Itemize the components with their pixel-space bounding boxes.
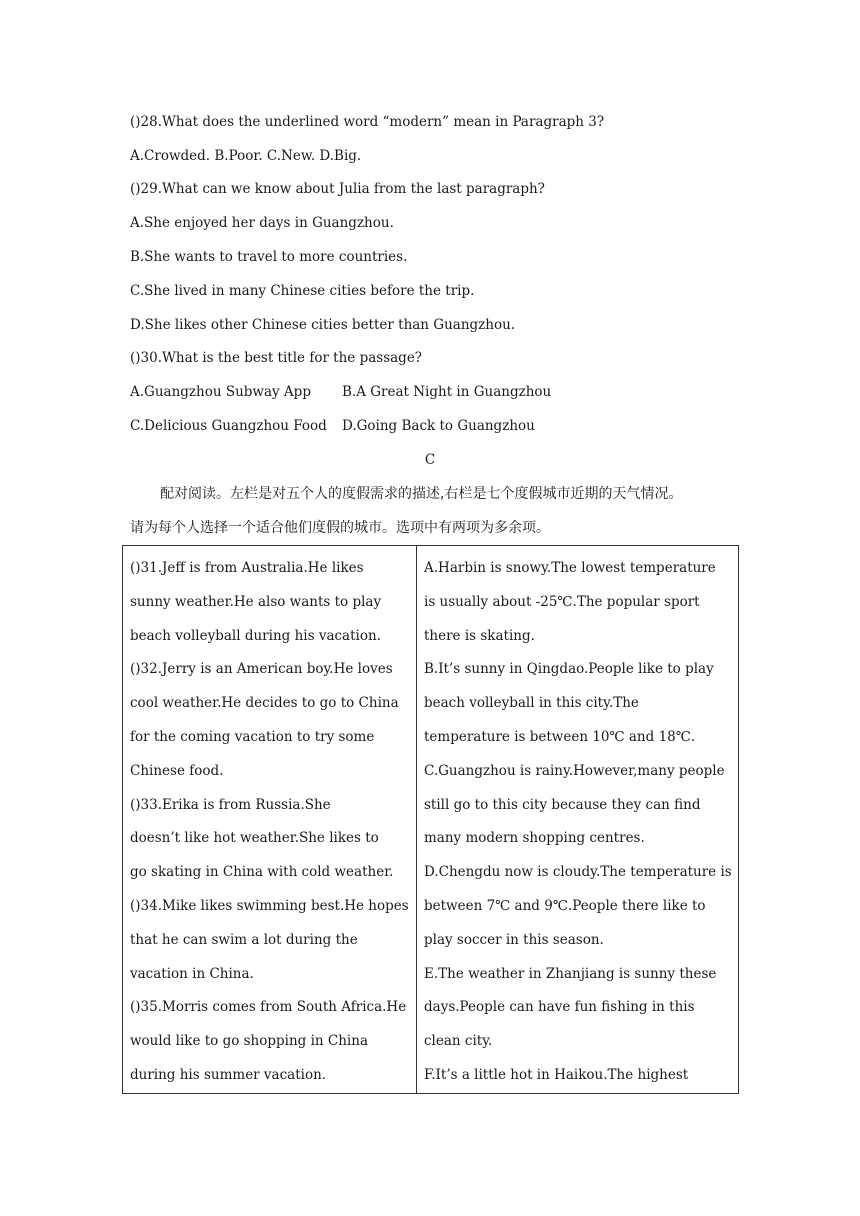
city-description-line: play soccer in this season. [424, 931, 604, 948]
person-description-line: beach volleyball during his vacation. [130, 627, 381, 644]
question-29-option-d: D.She likes other Chinese cities better than Guangzhou. [130, 317, 516, 333]
people-column [123, 546, 417, 1094]
city-description-line: C.Guangzhou is rainy.However,many people [424, 762, 725, 779]
cities-column [417, 546, 739, 1094]
person-description-line: would like to go shopping in China [130, 1033, 368, 1050]
city-description-line: many modern shopping centres. [424, 830, 645, 847]
city-description-line: clean city. [424, 1033, 493, 1050]
question-29-stem: ()29.What can we know about Julia from the last paragraph? [130, 181, 545, 197]
person-description-line: doesn’t like hot weather.She likes to [130, 830, 379, 847]
city-description-line: E.The weather in Zhanjiang is sunny these [424, 965, 717, 982]
person-description-line: ()31.Jeff is from Australia.He likes [130, 560, 364, 576]
person-description-line: ()35.Morris comes from South Africa.He [130, 999, 407, 1016]
question-30-option-a: A.Guangzhou Subway App [130, 384, 311, 400]
question-28-stem: ()28.What does the underlined word “modern” mean in Paragraph 3? [130, 114, 605, 130]
person-description-line: that he can swim a lot during the [130, 931, 358, 948]
question-30-option-b: B.A Great Night in Guangzhou [342, 384, 552, 400]
question-28-options: A.Crowded. B.Poor. C.New. D.Big. [130, 148, 362, 164]
person-description-line: ()34.Mike likes swimming best.He hopes [130, 897, 409, 914]
city-description-line: B.It’s sunny in Qingdao.People like to play [424, 661, 714, 678]
city-description-line: A.Harbin is snowy.The lowest temperature [424, 560, 716, 576]
question-30-option-d: D.Going Back to Guangzhou [342, 418, 535, 434]
person-description-line: during his summer vacation. [130, 1066, 327, 1083]
city-description-line: is usually about -25℃.The popular sport [424, 593, 700, 610]
city-description-line: beach volleyball in this city.The [424, 695, 639, 712]
question-29-option-c: C.She lived in many Chinese cities before the trip. [130, 283, 475, 299]
city-description-line: days.People can have fun fishing in this [424, 999, 695, 1016]
section-c-heading: C [424, 452, 436, 468]
section-c-instruction-line-2: 请为每个人选择一个适合他们度假的城市。选项中有两项为多余项。 [130, 520, 550, 536]
city-description-line: between 7℃ and 9℃.People there like to [424, 897, 706, 914]
city-description-line: D.Chengdu now is cloudy.The temperature is [424, 864, 732, 881]
question-30-option-c: C.Delicious Guangzhou Food [130, 418, 327, 434]
person-description-line: vacation in China. [130, 965, 254, 982]
person-description-line: sunny weather.He also wants to play [130, 593, 382, 610]
question-29-option-b: B.She wants to travel to more countries. [130, 249, 408, 265]
person-description-line: go skating in China with cold weather. [130, 864, 394, 881]
person-description-line: Chinese food. [130, 762, 224, 779]
question-29-option-a: A.She enjoyed her days in Guangzhou. [130, 215, 394, 231]
city-description-line: F.It’s a little hot in Haikou.The highest [424, 1066, 689, 1083]
person-description-line: for the coming vacation to try some [130, 728, 375, 745]
question-30-stem: ()30.What is the best title for the passage? [130, 350, 423, 366]
person-description-line: ()32.Jerry is an American boy.He loves [130, 661, 393, 678]
person-description-line: cool weather.He decides to go to China [130, 695, 399, 712]
city-description-line: there is skating. [424, 627, 535, 644]
matching-table [122, 545, 739, 1094]
city-description-line: temperature is between 10℃ and 18℃. [424, 728, 696, 745]
section-c-instruction-line-1: 配对阅读。左栏是对五个人的度假需求的描述,右栏是七个度假城市近期的天气情况。 [160, 486, 683, 502]
person-description-line: ()33.Erika is from Russia.She [130, 796, 331, 813]
city-description-line: still go to this city because they can find [424, 796, 701, 813]
